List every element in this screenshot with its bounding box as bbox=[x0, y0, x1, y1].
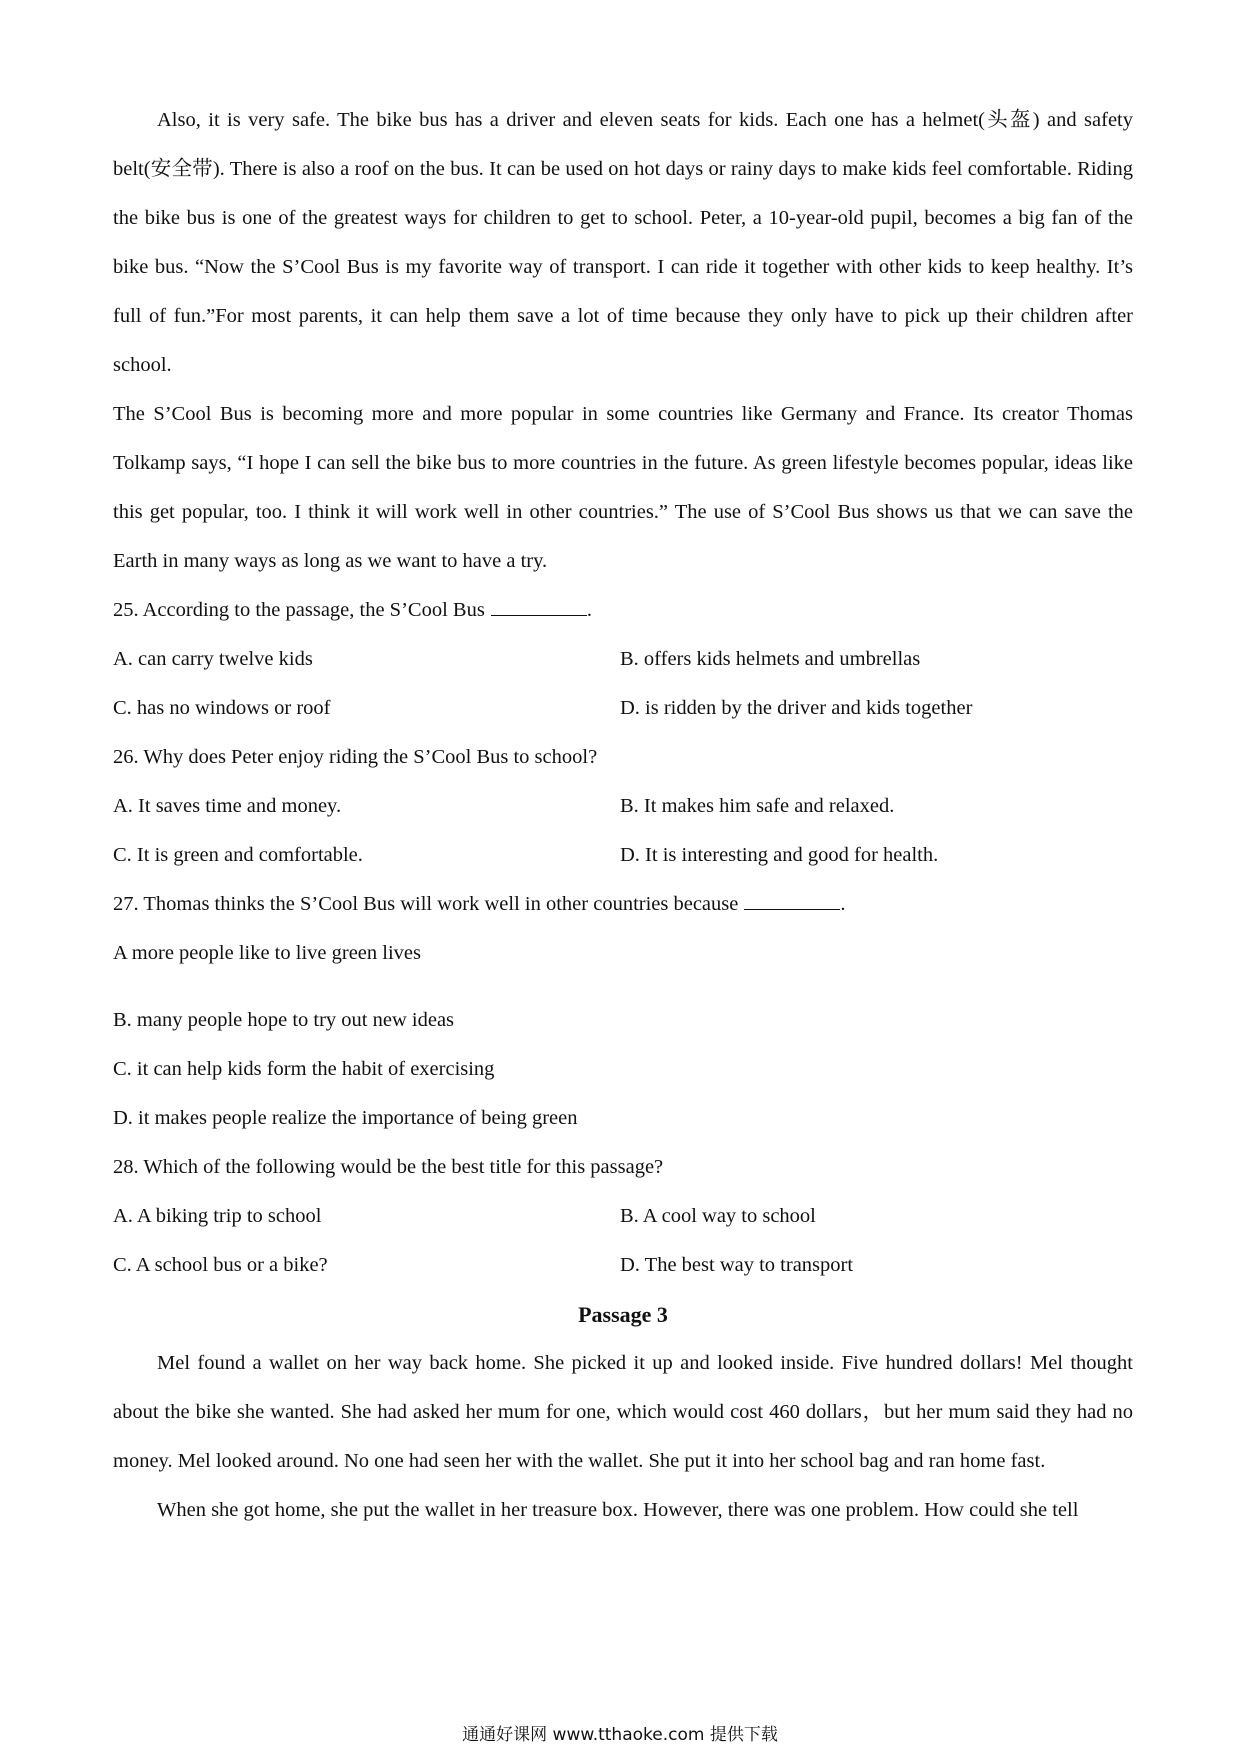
option-d: D. it makes people realize the importance of being green bbox=[113, 1107, 578, 1129]
option-b: B. A cool way to school bbox=[620, 1205, 816, 1227]
page-footer: 通通好课网 www.tthaoke.com 提供下载 bbox=[462, 1725, 778, 1745]
option-d: D. The best way to transport bbox=[620, 1254, 854, 1276]
option-b: B. many people hope to try out new ideas bbox=[113, 1009, 455, 1031]
question-25-options-row-1 bbox=[113, 635, 1133, 684]
question-27-stem: 27. Thomas thinks the S’Cool Bus will work well in other countries because bbox=[113, 893, 739, 915]
option-a: A. can carry twelve kids bbox=[113, 648, 313, 670]
question-25-end: . bbox=[586, 599, 592, 621]
question-28: 28. Which of the following would be the best title for this passage? bbox=[113, 1156, 664, 1178]
passage-3-heading: Passage 3 bbox=[578, 1302, 668, 1327]
passage3-paragraph-1: Mel found a wallet on her way back home. She picked it up and looked inside. Five hundred dollars! Mel thought about the bike she wanted. She had asked her mum for one, which would cost 460 dollars，but her mum said they had no money. Mel looked around. No one had seen her with the wallet. She put it into her school bag and ran home fast. bbox=[113, 1352, 1133, 1472]
question-28-options-row-2 bbox=[113, 1241, 1133, 1290]
option-a: A. A biking trip to school bbox=[113, 1205, 322, 1227]
question-26-options-row-2 bbox=[113, 831, 1133, 880]
option-c: C. it can help kids form the habit of exercising bbox=[113, 1058, 495, 1080]
answer-blank bbox=[491, 597, 587, 616]
option-b: B. offers kids helmets and umbrellas bbox=[620, 648, 921, 670]
option-d: D. is ridden by the driver and kids together bbox=[620, 697, 973, 719]
option-c: C. has no windows or roof bbox=[113, 697, 331, 719]
question-26-options-row-1 bbox=[113, 782, 1133, 831]
question-25-options-row-2 bbox=[113, 684, 1133, 733]
option-c: C. A school bus or a bike? bbox=[113, 1254, 328, 1276]
question-25-stem: 25. According to the passage, the S’Cool Bus bbox=[113, 599, 485, 621]
question-28-options-row-1 bbox=[113, 1192, 1133, 1241]
passage2-paragraph-1: Also, it is very safe. The bike bus has a driver and eleven seats for kids. Each one has a helmet(头盔) and safety belt(安全带). There is also a roof on the bus. It can be used on hot days or rainy days to make kids feel comfortable. Riding the bike bus is one of the greatest ways for children to get to school. Peter, a 10-year-old pupil, becomes a big fan of the bike bus. “Now the S’Cool Bus is my favorite way of transport. I can ride it together with other kids to keep healthy. It’s full of fun.”For most parents, it can help them save a lot of time because they only have to pick up their children after school. bbox=[113, 109, 1133, 376]
question-27 bbox=[113, 880, 1133, 929]
passage2-paragraph-2: The S’Cool Bus is becoming more and more popular in some countries like Germany and France. Its creator Thomas Tolkamp says, “I hope I can sell the bike bus to more countries in the future. As green lifestyle becomes popular, ideas like this get popular, too. I think it will work well in other countries.” The use of S’Cool Bus shows us that we can save the Earth in many ways as long as we want to have a try. bbox=[113, 403, 1133, 572]
option-a: A more people like to live green lives bbox=[113, 942, 421, 964]
answer-blank bbox=[744, 891, 840, 910]
option-b: B. It makes him safe and relaxed. bbox=[620, 795, 895, 817]
option-d: D. It is interesting and good for health. bbox=[620, 844, 939, 866]
option-a: A. It saves time and money. bbox=[113, 795, 342, 817]
document-page bbox=[113, 96, 1133, 1535]
option-c: C. It is green and comfortable. bbox=[113, 844, 363, 866]
question-27-end: . bbox=[840, 893, 846, 915]
question-25 bbox=[113, 586, 1133, 635]
passage3-paragraph-2: When she got home, she put the wallet in her treasure box. However, there was one problem. How could she tell bbox=[157, 1499, 1079, 1521]
question-26: 26. Why does Peter enjoy riding the S’Cool Bus to school? bbox=[113, 746, 598, 768]
